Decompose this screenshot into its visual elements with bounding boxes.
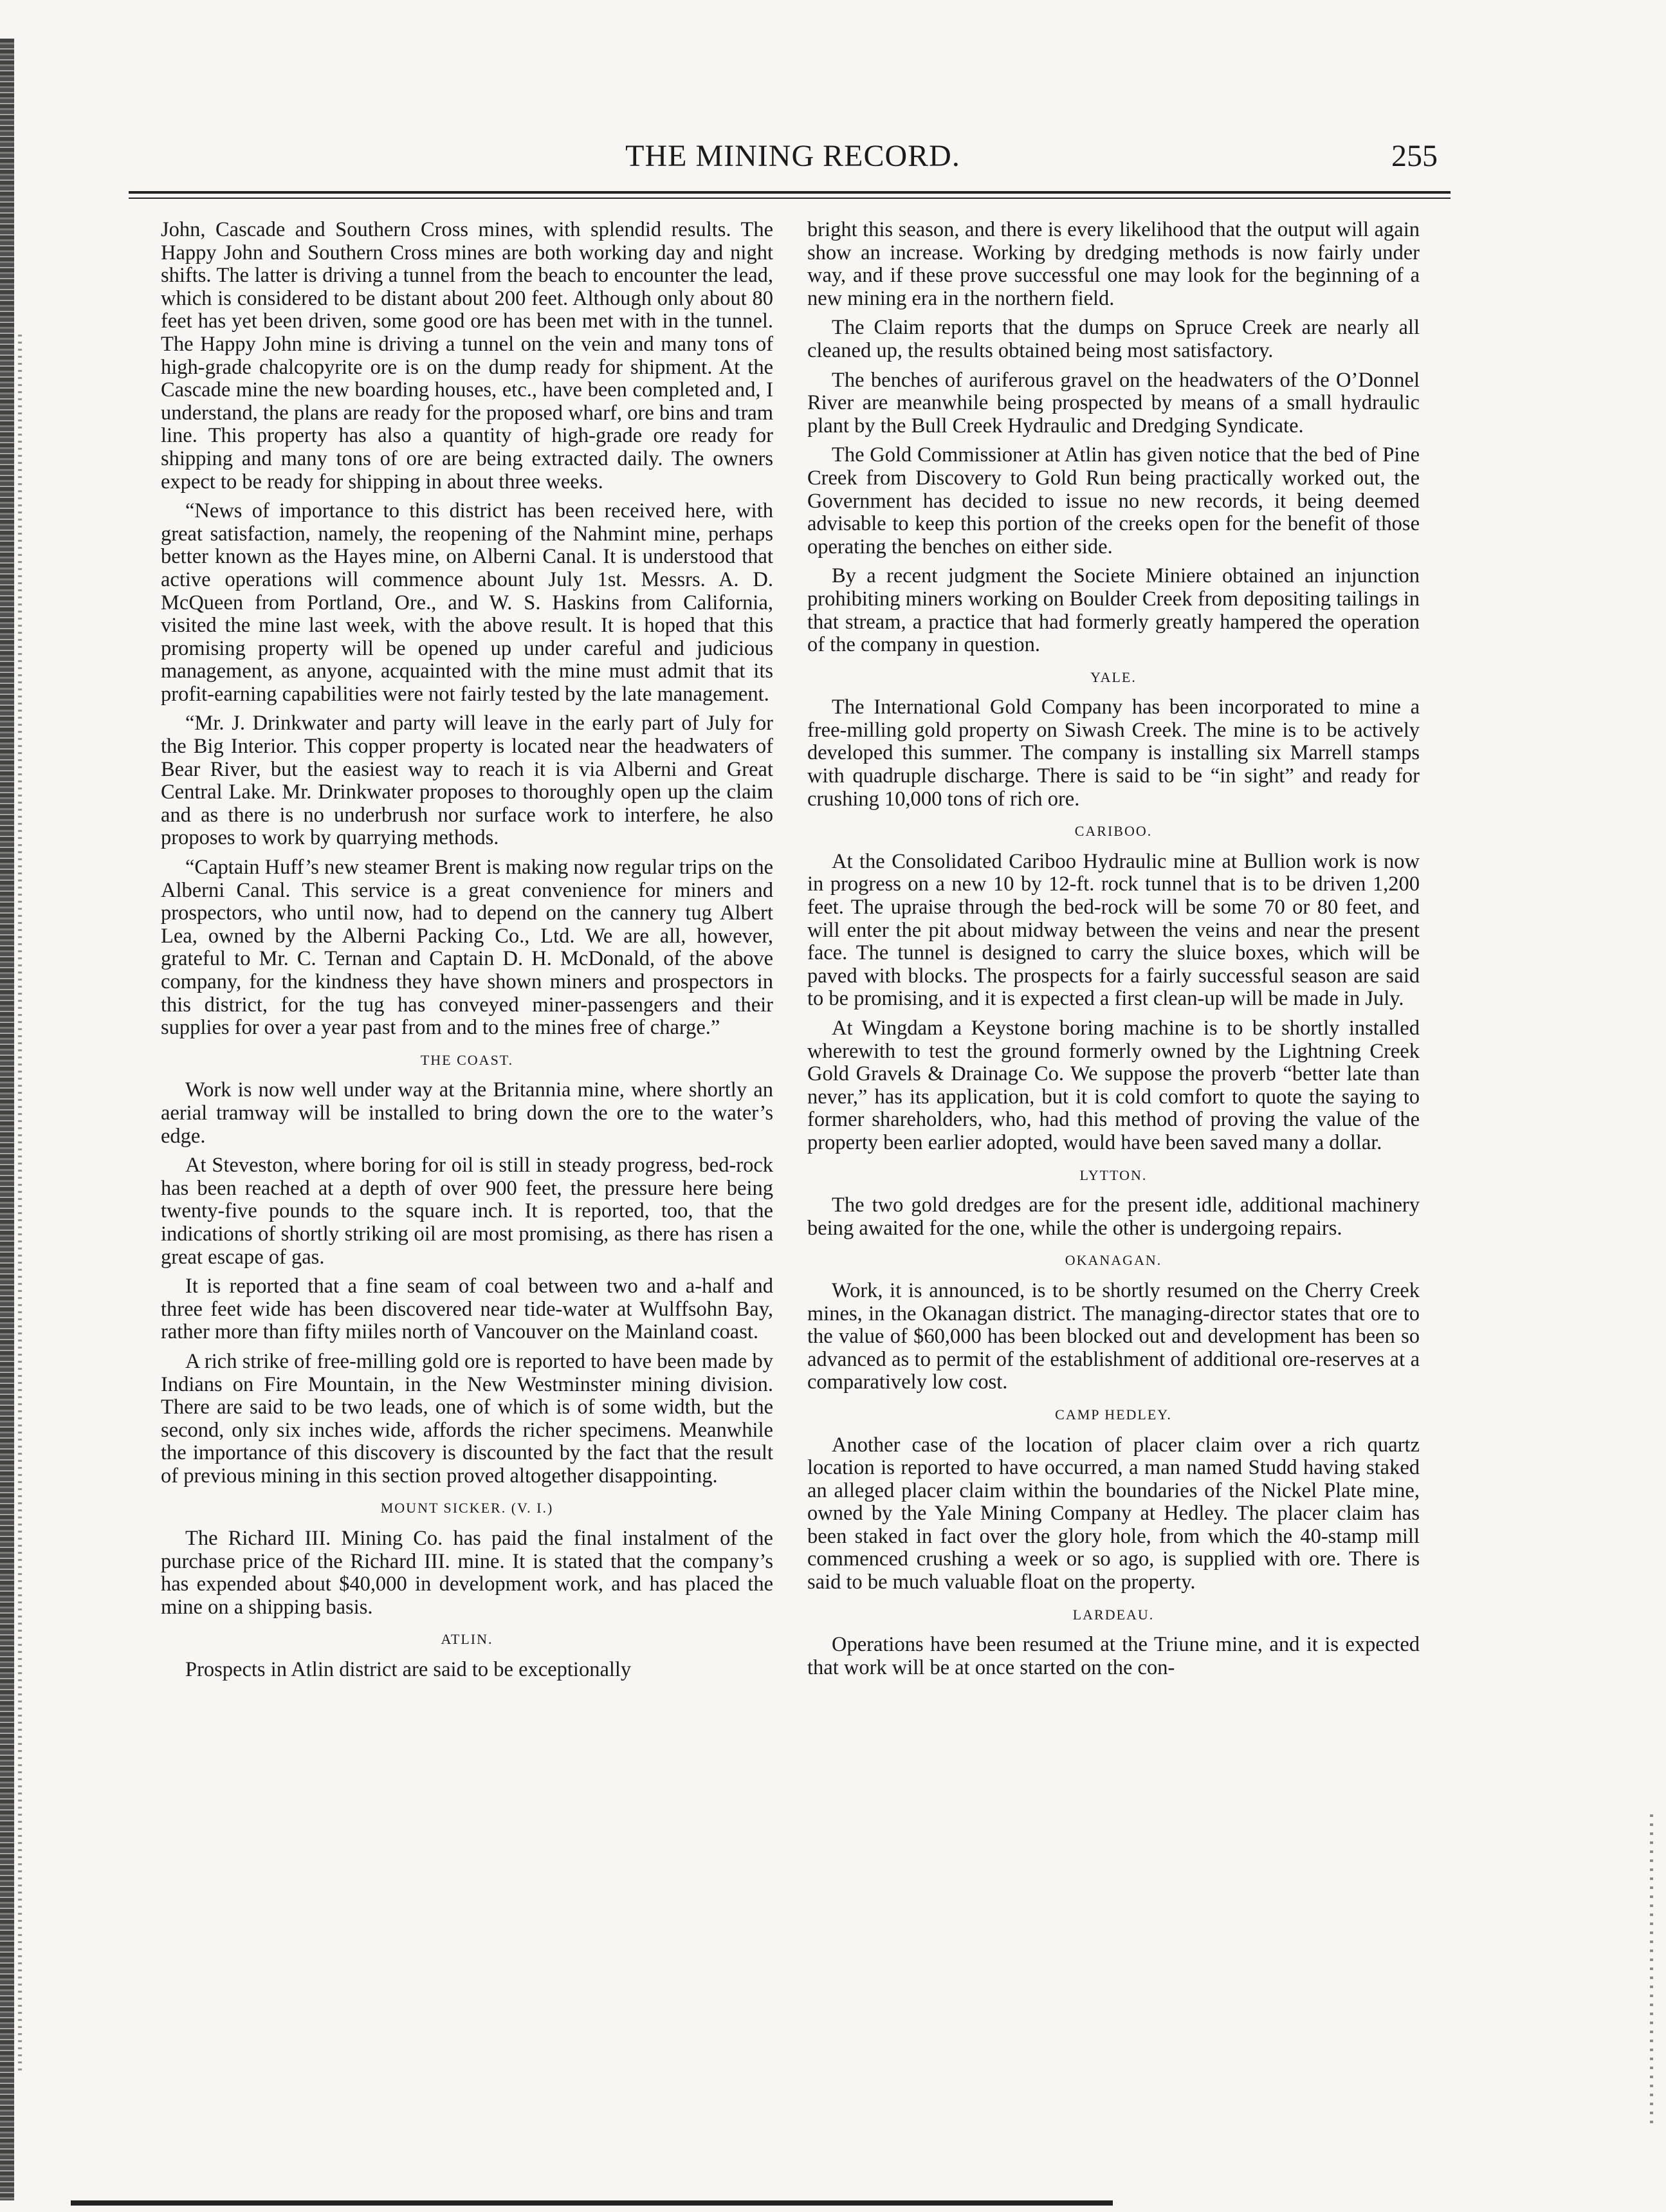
- section-heading-lytton: LYTTON.: [1079, 1166, 1148, 1183]
- left-column: [161, 219, 773, 1688]
- binding-edge: [0, 39, 14, 2200]
- paragraph: It is reported that a fine seam of coal between two and a-half and three feet wide has been discovered near tide-water at Wulffsohn Bay, rather more than fifty miiles north of Vancouver on the Mainland coast.: [161, 1275, 773, 1344]
- section-heading-yale: YALE.: [1090, 668, 1137, 685]
- section-heading-okanagan: OKANAGAN.: [1065, 1252, 1162, 1269]
- paragraph: Operations have been resumed at the Triune mine, and it is expected that work will be at once started on the con-: [807, 1633, 1420, 1679]
- paragraph: The benches of auriferous gravel on the headwaters of the O’Donnel River are meanwhile being prospected by means of a small hydraulic plant by the Bull Creek Hydraulic and Dredging Syndicate.: [807, 368, 1420, 438]
- paragraph: John, Cascade and Southern Cross mines, with splendid results. The Happy John and Southern Cross mines are both working day and night shifts. The latter is driving a tunnel from the beach to encounter the lead, which is considered to be distant about 200 feet. Although only about 80 feet has yet been driven, some good ore has been met with in the tunnel. The Happy John mine is driving a tunnel on the vein and many tons of high-grade chalcopyrite ore is on the dump ready for shipment. At the Cascade mine the new boarding houses, etc., have been completed and, I understand, the plans are ready for the proposed wharf, ore bins and tram line. This property has also a quantity of high-grade ore ready for shipping and many tons of ore are being extracted daily. The owners expect to be ready for shipping in about three weeks.: [161, 218, 773, 493]
- paragraph: By a recent judgment the Societe Miniere obtained an injunction prohibiting miners working on Boulder Creek from depositing tailings in that stream, a practice that had formerly greatly hampered the operation of the company in question.: [807, 564, 1420, 657]
- paragraph: “Captain Huff’s new steamer Brent is making now regular trips on the Alberni Canal. This service is a great convenience for miners and prospectors, who until now, had to depend on the cannery tug Albert Lea, owned by the Alberni Packing Co., Ltd. We are all, however, grateful to Mr. C. Ternan and Captain D. H. McDonald, of the above company, for the kindness they have shown miners and prospectors in this district, for the tug has conveyed miner-passengers and their supplies for over a year past from and to the mines free of charge.”: [161, 856, 773, 1040]
- page-number: 255: [1391, 139, 1438, 173]
- paragraph: bright this season, and there is every likelihood that the output will again show an increase. Working by dredging methods is now fairly under way, and if these prove successful one may look for the beginning of a new mining era in the northern field.: [807, 218, 1420, 310]
- paragraph: At the Consolidated Cariboo Hydraulic mine at Bullion work is now in progress on a new 10 by 12-ft. rock tunnel that is to be driven 1,200 feet. The upraise through the bed-rock will be some 70 or 80 feet, and will enter the pit about midway between the veins and near the present face. The tunnel is designed to carry the sluice boxes, which will be paved with blocks. The prospects for a fairly successful season are said to be promising, and it is expected a first clean-up will be made in July.: [807, 849, 1420, 1011]
- page-header: [135, 138, 1451, 190]
- paragraph: “Mr. J. Drinkwater and party will leave in the early part of July for the Big Interior. This copper property is located near the headwaters of Bear River, but the easiest way to reach it is via Alberni and Great Central Lake. Mr. Drinkwater proposes to thoroughly open up the claim and as there is no underbrush nor surface work to interfere, he also proposes to work by quarrying methods.: [161, 712, 773, 850]
- paragraph: The Gold Commissioner at Atlin has given notice that the bed of Pine Creek from Discovery to Gold Run being practically worked out, the Government has decided to issue no new records, it being deemed advisable to keep this portion of the creeks open for the benefit of those operating the benches on either side.: [807, 443, 1420, 558]
- paragraph: The Richard III. Mining Co. has paid the final instalment of the purchase price of the Richard III. mine. It is stated that the company’s has expended about $40,000 in development work, and has placed the mine on a shipping basis.: [161, 1527, 773, 1619]
- right-column: [807, 219, 1420, 1686]
- paragraph: Another case of the location of placer claim over a rich quartz location is reported to have occurred, a man named Studd having staked an alleged placer claim within the boundaries of the Nickel Plate mine, owned by the Yale Mining Company at Hedley. The placer claim has been staked in fact over the glory hole, from which the 40-stamp mill commenced crushing a week or so ago, is supplied with ore. There is said to be much valuable float on the property.: [807, 1433, 1420, 1594]
- paragraph: At Wingdam a Keystone boring machine is to be shortly installed wherewith to test the ground formerly owned by the Lightning Creek Gold Gravels & Drainage Co. We suppose the proverb “better late than never,” has its application, but it is cold comfort to quote the saying to former shareholders, who, had this method of proving the value of the property been earlier adopted, would have been saved many a dollar.: [807, 1017, 1420, 1154]
- paragraph: Work is now well under way at the Britannia mine, where shortly an aerial tramway will be installed to bring down the ore to the water’s edge.: [161, 1078, 773, 1148]
- binding-shadow: [18, 335, 22, 2072]
- bottom-edge-rule: [71, 2200, 1113, 2206]
- section-heading-coast: THE COAST.: [420, 1051, 514, 1068]
- paragraph: The two gold dredges are for the present idle, additional machinery being awaited for the one, while the other is undergoing repairs.: [807, 1194, 1420, 1240]
- header-rule: [129, 191, 1451, 199]
- paragraph: A rich strike of free-milling gold ore is reported to have been made by Indians on Fire Mountain, in the New Westminster mining division. There are said to be two leads, one of which is of some width, but the second, only six inches wide, affords the richer specimens. Meanwhile the importance of this discovery is discounted by the fact that the result of previous mining in this section proved altogether disappointing.: [161, 1349, 773, 1488]
- section-heading-atlin: ATLIN.: [441, 1631, 493, 1648]
- section-heading-cariboo: CARIBOO.: [1074, 823, 1153, 840]
- paragraph: “News of importance to this district has been received here, with great satisfaction, namely, the reopening of the Nahmint mine, perhaps better known as the Hayes mine, on Alberni Canal. It is understood that active operations will commence abount July 1st. Messrs. A. D. McQueen from Portland, Ore., and W. S. Haskins from California, visited the mine last week, with the above result. It is hoped that this promising property will be opened up under careful and judicious management, as anyone, acquainted with the mine must admit that its profit-earning capabilities were not fairly tested by the late management.: [161, 499, 773, 706]
- paragraph: The Claim reports that the dumps on Spruce Creek are nearly all cleaned up, the results obtained being most satisfactory.: [807, 316, 1420, 362]
- section-heading-lardeau: LARDEAU.: [1072, 1606, 1155, 1623]
- paragraph: Work, it is announced, is to be shortly resumed on the Cherry Creek mines, in the Okanagan district. The managing-director states that ore to the value of $60,000 has been blocked out and development has been so advanced as to permit of the establishment of additional ore-reserves at a comparatively low cost.: [807, 1278, 1420, 1394]
- section-heading-mount-sicker: MOUNT SICKER. (V. I.): [380, 1500, 554, 1516]
- paragraph: The International Gold Company has been incorporated to mine a free-milling gold property on Siwash Creek. The mine is to be actively developed this summer. The company is installing six Marrell stamps with quadruple discharge. There is said to be “in sight” and ready for crushing 10,000 tons of rich ore.: [807, 696, 1420, 811]
- paragraph: Prospects in Atlin district are said to be exceptionally: [185, 1658, 632, 1682]
- paragraph: At Steveston, where boring for oil is still in steady progress, bed-rock has been reached at a depth of over 900 feet, the pressure here being twenty-five pounds to the square inch. It is reported, too, that the indications of shortly striking oil are most promising, as there has risen a great escape of gas.: [161, 1154, 773, 1269]
- running-title: THE MINING RECORD.: [625, 139, 960, 173]
- page-edge-mark: [1650, 1814, 1653, 2123]
- section-heading-camp-hedley: CAMP HEDLEY.: [1055, 1406, 1172, 1423]
